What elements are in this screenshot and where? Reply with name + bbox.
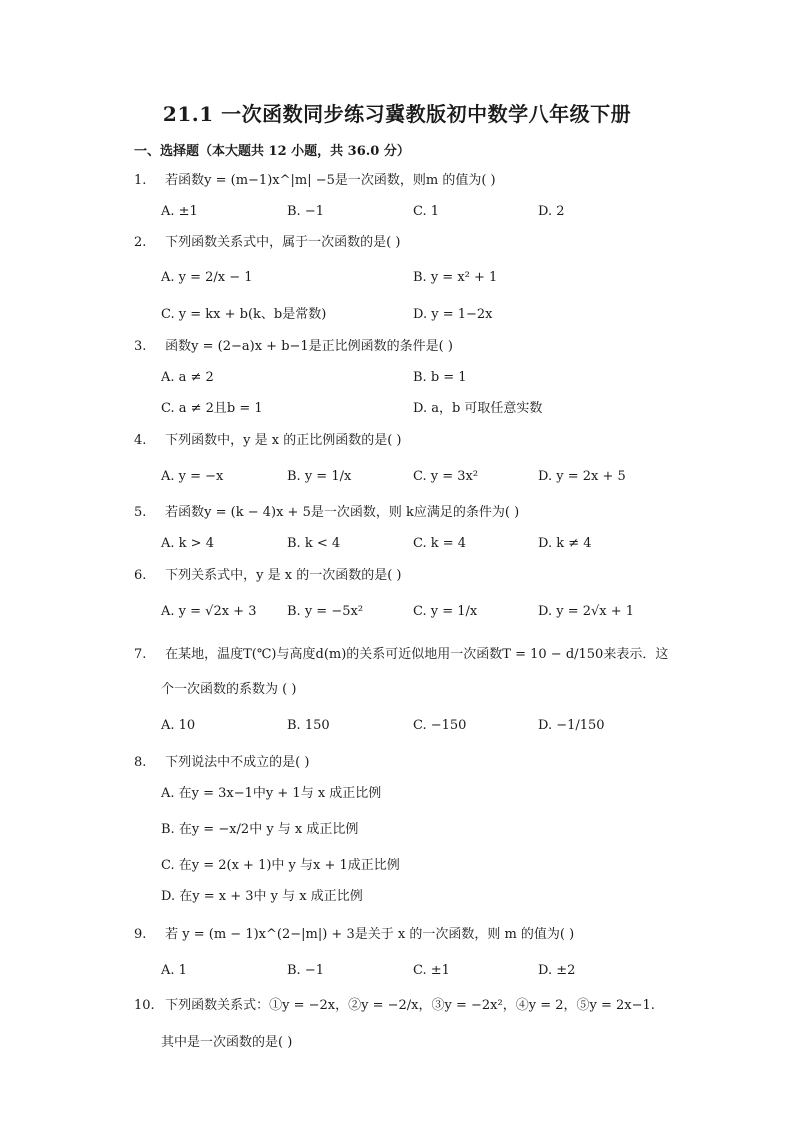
q8-option-c[interactable]: C. 在y = 2(x + 1)中 y 与x + 1成正比例 <box>161 858 400 873</box>
q3-option-d[interactable]: D. a，b 可取任意实数 <box>413 401 543 416</box>
q2-option-d[interactable]: D. y = 1−2x <box>413 307 493 322</box>
q4-option-c[interactable]: C. y = 3x² <box>413 469 479 484</box>
q2-option-a[interactable]: A. y = 2/x − 1 <box>161 270 253 285</box>
q7-option-a[interactable]: A. 10 <box>161 718 196 733</box>
q9-option-d[interactable]: D. ±2 <box>538 963 576 978</box>
q6-option-a[interactable]: A. y = √2x + 3 <box>161 604 257 619</box>
q6-option-d[interactable]: D. y = 2√x + 1 <box>538 604 635 619</box>
question-5-stem: 若函数y = (k − 4)x + 5是一次函数，则 k应满足的条件为( ) <box>165 505 520 520</box>
q5-option-b[interactable]: B. k < 4 <box>287 536 341 551</box>
q5-option-c[interactable]: C. k = 4 <box>413 536 467 551</box>
q6-option-c[interactable]: C. y = 1/x <box>413 604 478 619</box>
question-10-stem: 下列函数关系式：①y = −2x，②y = −2/x，③y = −2x²，④y = 2，⑤y = 2x−1. <box>165 998 655 1013</box>
q3-option-b[interactable]: B. b = 1 <box>413 370 467 385</box>
question-4: 4. 下列函数中，y 是 x 的正比例函数的是( ) <box>134 433 402 448</box>
question-6: 6. 下列关系式中，y 是 x 的一次函数的是( ) <box>134 568 402 583</box>
question-10-stem-cont: 其中是一次函数的是( ) <box>161 1035 293 1050</box>
question-3: 3. 函数y = (2−a)x + b−1是正比例函数的条件是( ) <box>134 339 453 354</box>
q7-option-b[interactable]: B. 150 <box>287 718 330 733</box>
q5-option-a[interactable]: A. k > 4 <box>161 536 214 551</box>
question-2-stem: 下列函数关系式中，属于一次函数的是( ) <box>165 235 401 250</box>
q1-option-a[interactable]: A. ±1 <box>161 204 198 219</box>
q2-option-c[interactable]: C. y = kx + b(k、b是常数) <box>161 307 327 322</box>
question-8: 8. 下列说法中不成立的是( ) <box>134 755 310 770</box>
section-heading: 一、选择题（本大题共 12 小题，共 36.0 分） <box>134 144 410 159</box>
q5-option-d[interactable]: D. k ≠ 4 <box>538 536 592 551</box>
question-7-stem-cont: 个一次函数的系数为 ( ) <box>161 682 297 697</box>
document-title: 21.1 一次函数同步练习冀教版初中数学八年级下册 <box>162 102 632 126</box>
question-7: 7. 在某地，温度T(℃)与高度d(m)的关系可近似地用一次函数T = 10 − d/150来表示．这 <box>134 647 669 662</box>
q8-option-a[interactable]: A. 在y = 3x−1中y + 1与 x 成正比例 <box>161 786 382 801</box>
question-9: 9. 若 y = (m − 1)x^(2−|m|) + 3是关于 x 的一次函数，则 m 的值为( ) <box>134 927 575 942</box>
q9-option-c[interactable]: C. ±1 <box>413 963 450 978</box>
question-5: 5. 若函数y = (k − 4)x + 5是一次函数，则 k应满足的条件为( ) <box>134 505 520 520</box>
q1-option-d[interactable]: D. 2 <box>538 204 565 219</box>
q4-option-b[interactable]: B. y = 1/x <box>287 469 352 484</box>
question-4-stem: 下列函数中，y 是 x 的正比例函数的是( ) <box>165 433 402 448</box>
q9-option-a[interactable]: A. 1 <box>161 963 187 978</box>
question-2: 2. 下列函数关系式中，属于一次函数的是( ) <box>134 235 401 250</box>
question-8-stem: 下列说法中不成立的是( ) <box>165 755 310 770</box>
q6-option-b[interactable]: B. y = −5x² <box>287 604 364 619</box>
q4-option-d[interactable]: D. y = 2x + 5 <box>538 469 626 484</box>
q4-option-a[interactable]: A. y = −x <box>161 469 224 484</box>
question-1-stem: 若函数y = (m−1)x^|m| −5是一次函数，则m 的值为( ) <box>165 173 496 188</box>
q1-option-b[interactable]: B. −1 <box>287 204 324 219</box>
q9-option-b[interactable]: B. −1 <box>287 963 324 978</box>
question-1: 1. 若函数y = (m−1)x^|m| −5是一次函数，则m 的值为( ) <box>134 173 496 188</box>
question-3-stem: 函数y = (2−a)x + b−1是正比例函数的条件是( ) <box>165 339 453 354</box>
q3-option-c[interactable]: C. a ≠ 2且b = 1 <box>161 401 263 416</box>
q1-option-c[interactable]: C. 1 <box>413 204 440 219</box>
question-9-stem: 若 y = (m − 1)x^(2−|m|) + 3是关于 x 的一次函数，则 m 的值为( ) <box>165 927 575 942</box>
question-6-stem: 下列关系式中，y 是 x 的一次函数的是( ) <box>165 568 402 583</box>
q2-option-b[interactable]: B. y = x² + 1 <box>413 270 498 285</box>
question-7-stem: 在某地，温度T(℃)与高度d(m)的关系可近似地用一次函数T = 10 − d/150来表示．这 <box>165 647 669 662</box>
q8-option-b[interactable]: B. 在y = −x/2中 y 与 x 成正比例 <box>161 822 359 837</box>
q3-option-a[interactable]: A. a ≠ 2 <box>161 370 214 385</box>
question-10: 10. 下列函数关系式：①y = −2x，②y = −2/x，③y = −2x²，④y = 2，⑤y = 2x−1. <box>134 998 655 1013</box>
q8-option-d[interactable]: D. 在y = x + 3中 y 与 x 成正比例 <box>161 889 363 904</box>
q7-option-d[interactable]: D. −1/150 <box>538 718 605 733</box>
q7-option-c[interactable]: C. −150 <box>413 718 467 733</box>
